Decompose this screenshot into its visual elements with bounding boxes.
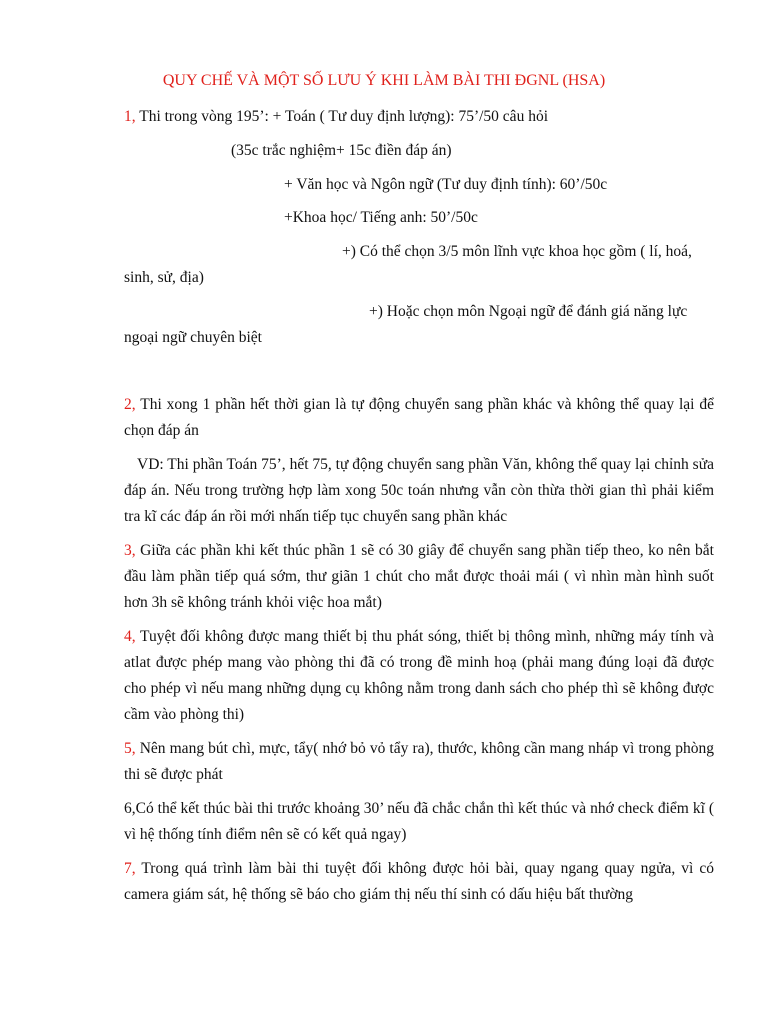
rule-4-number: 4, bbox=[124, 628, 136, 645]
rule-6: 6,Có thể kết thúc bài thi trước khoảng 30’ nếu đã chắc chắn thì kết thúc và nhớ check điểm kĩ ( vì hệ thống tính điểm nên sẽ có kết quả ngay) bbox=[124, 800, 714, 843]
rule-1-line-3: + Văn học và Ngôn ngữ (Tư duy định tính): 60’/50c bbox=[284, 176, 608, 193]
rule-2-text: Thi xong 1 phần hết thời gian là tự động chuyển sang phần khác và không thể quay lại để chọn đáp án bbox=[124, 396, 714, 439]
rule-4-text: Tuyệt đối không được mang thiết bị thu phát sóng, thiết bị thông mình, những máy tính và atlat được phép mang vào phòng thi đã có trong đề minh hoạ (phải mang đúng loại đã được cho phép vì nếu mang những dụng cụ không nằm trong danh sách cho phép thì sẽ không được cầm vào phòng thi) bbox=[124, 628, 714, 723]
rule-1-line-6: sinh, sử, địa) bbox=[124, 269, 204, 286]
rule-5-text: Nên mang bút chì, mực, tẩy( nhớ bỏ vỏ tẩy ra), thước, không cần mang nháp vì trong phòng thi sẽ được phát bbox=[124, 740, 714, 783]
rule-2-example: VD: Thi phần Toán 75’, hết 75, tự động chuyển sang phần Văn, không thể quay lại chỉnh sửa đáp án. Nếu trong trường hợp làm xong 50c toán nhưng vẫn còn thừa thời gian thì phải kiểm tra kĩ các đáp án rồi mới nhấn tiếp tục chuyển sang phần khác bbox=[124, 456, 714, 525]
rule-4 bbox=[124, 624, 714, 728]
rule-7-number: 7, bbox=[124, 860, 136, 877]
rule-2 bbox=[124, 392, 714, 444]
rule-1-line-5: +) Có thể chọn 3/5 môn lĩnh vực khoa học gồm ( lí, hoá, bbox=[342, 243, 692, 260]
rule-1-line-8: ngoại ngữ chuyên biệt bbox=[124, 329, 262, 346]
rule-1-line-2: (35c trắc nghiệm+ 15c điền đáp án) bbox=[231, 142, 452, 159]
rule-5 bbox=[124, 736, 714, 788]
rule-7 bbox=[124, 856, 714, 908]
document-title: QUY CHẾ VÀ MỘT SỐ LƯU Ý KHI LÀM BÀI THI ĐGNL (HSA) bbox=[162, 72, 606, 89]
rule-1-text: Thi trong vòng 195’: + Toán ( Tư duy định lượng): 75’/50 câu hỏi bbox=[135, 108, 548, 125]
rule-7-text: Trong quá trình làm bài thi tuyệt đối không được hỏi bài, quay ngang quay ngửa, vì có camera giám sát, hệ thống sẽ báo cho giám thị nếu thí sinh có dấu hiệu bất thường bbox=[124, 860, 714, 903]
rule-3 bbox=[124, 538, 714, 616]
rule-1-line-7: +) Hoặc chọn môn Ngoại ngữ để đánh giá năng lực bbox=[369, 303, 688, 320]
rule-2-number: 2, bbox=[124, 396, 136, 413]
rule-1-line-1 bbox=[124, 107, 548, 127]
rule-1-line-4: +Khoa học/ Tiếng anh: 50’/50c bbox=[284, 209, 478, 226]
rule-5-number: 5, bbox=[124, 740, 136, 757]
rule-1-number: 1, bbox=[124, 108, 136, 125]
rule-3-text: Giữa các phần khi kết thúc phần 1 sẽ có 30 giây để chuyển sang phần tiếp theo, ko nên bắt đầu làm phần tiếp quá sớm, thư giãn 1 chút cho mắt được thoải mái ( vì nhìn màn hình suốt hơn 3h sẽ không tránh khỏi việc hoa mắt) bbox=[124, 542, 714, 611]
rule-3-number: 3, bbox=[124, 542, 136, 559]
